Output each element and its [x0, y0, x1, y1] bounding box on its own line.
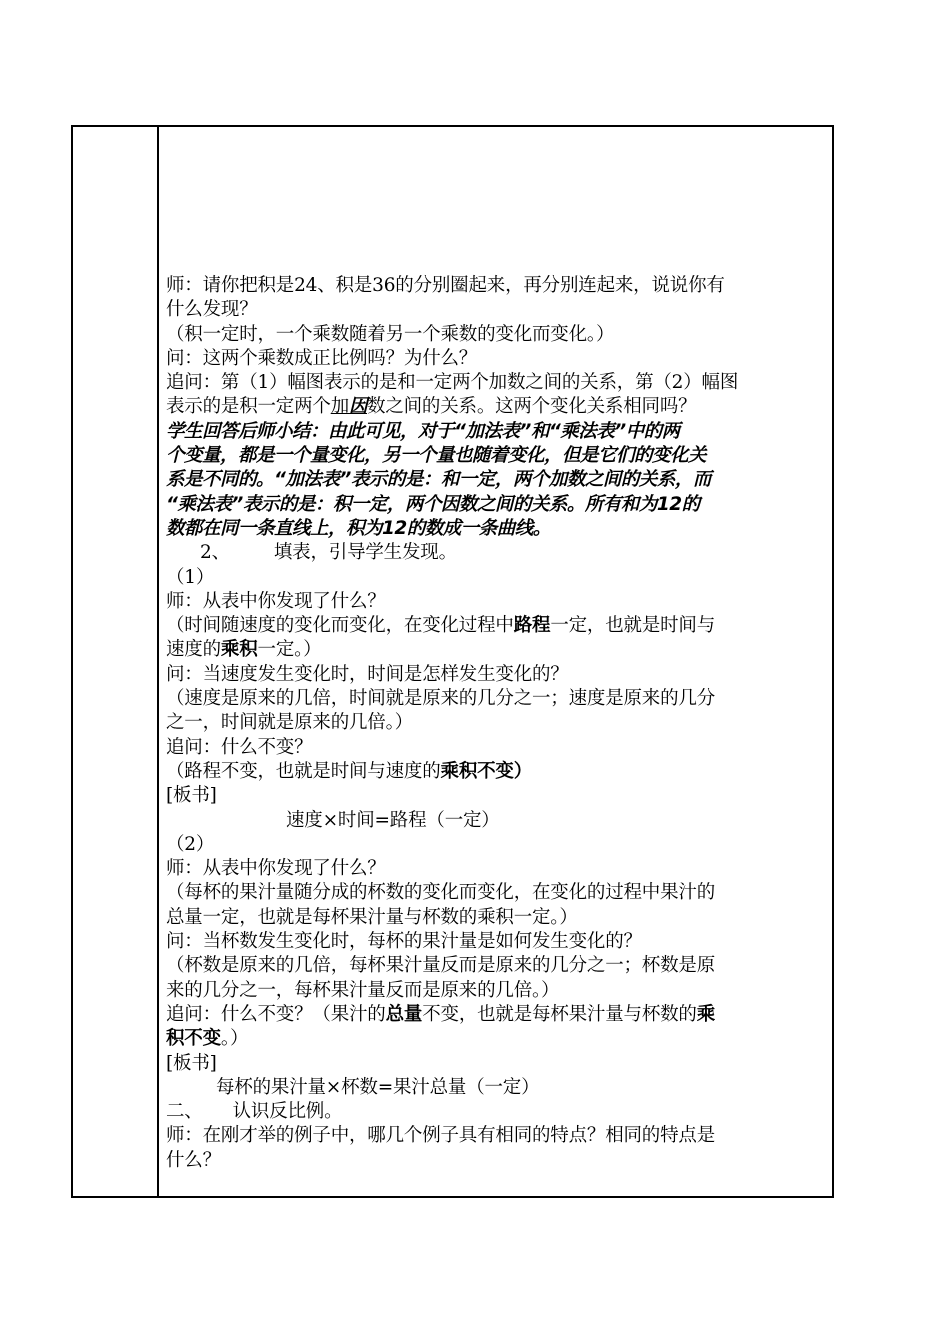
text-line: （2）	[166, 833, 215, 855]
text-line: （每杯的果汁量随分成的杯数的变化而变化，在变化的过程中果汁的	[166, 882, 716, 904]
text-line: 问：当速度发生变化时，时间是怎样发生变化的？	[166, 663, 569, 685]
text-line: 表示的是积一定两个加因数之间的关系。这两个变化关系相同吗？	[166, 396, 697, 418]
text-line: 师：从表中你发现了什么？	[166, 590, 386, 612]
text-line: 什么？	[166, 1149, 221, 1171]
text-line: （路程不变，也就是时间与速度的乘积不变）	[166, 760, 533, 782]
section-heading: 二、 认识反比例。	[166, 1101, 343, 1123]
text-line: 追问：什么不变？	[166, 736, 313, 758]
text-line: 师：在刚才举的例子中，哪几个例子具有相同的特点？相同的特点是	[166, 1125, 716, 1147]
text-line: 什么发现？	[166, 299, 258, 321]
text-line: （1）	[166, 566, 215, 588]
board-label: [板书]	[166, 785, 217, 807]
board-label: [板书]	[166, 1052, 217, 1074]
text-line: （积一定时，一个乘数随着另一个乘数的变化而变化。）	[166, 323, 615, 345]
left-column-cell	[72, 126, 158, 1197]
text-line: 速度的乘积一定。）	[166, 639, 322, 661]
summary-line: 数都在同一条直线上，积为12的数成一条曲线。	[166, 517, 551, 539]
text-line: 追问：什么不变？（果汁的总量不变，也就是每杯果汁量与杯数的乘	[166, 1003, 716, 1025]
text-line: 师：请你把积是24、积是36的分别圈起来，再分别连起来，说说你有	[166, 275, 725, 296]
text-line: （速度是原来的几倍，时间就是原来的几分之一；速度是原来的几分	[166, 688, 716, 710]
text-line: （杯数是原来的几倍，每杯果汁量反而是原来的几分之一；杯数是原	[166, 955, 716, 977]
text-line: 积不变。）	[166, 1028, 249, 1050]
summary-line: 学生回答后师小结：由此可见，对于“加法表”和“乘法表”中的两	[166, 420, 680, 442]
text-line: 问：这两个乘数成正比例吗？为什么？	[166, 347, 478, 369]
step-heading: 2、 填表，引导学生发现。	[200, 542, 457, 564]
lesson-content	[166, 274, 830, 1173]
text-line: 问：当杯数发生变化时，每杯的果汁量是如何发生变化的？	[166, 931, 642, 953]
formula: 每杯的果汁量×杯数=果汁总量（一定）	[216, 1076, 540, 1098]
text-line: 总量一定，也就是每杯果汁量与杯数的乘积一定。）	[166, 906, 578, 928]
formula: 速度×时间=路程（一定）	[286, 809, 500, 831]
text-line: （时间随速度的变化而变化，在变化过程中路程一定，也就是时间与	[166, 615, 716, 637]
text-line: 追问：第（1）幅图表示的是和一定两个加数之间的关系，第（2）幅图	[166, 372, 739, 394]
text-line: 师：从表中你发现了什么？	[166, 858, 386, 880]
summary-line: 系是不同的。“加法表”表示的是：和一定，两个加数之间的关系，而	[166, 469, 711, 491]
text-line: 之一，时间就是原来的几倍。）	[166, 712, 413, 734]
text-line: 来的几分之一，每杯果汁量反而是原来的几倍。）	[166, 979, 560, 1001]
summary-line: “乘法表”表示的是：积一定，两个因数之间的关系。所有和为12的	[166, 493, 700, 515]
summary-line: 个变量，都是一个量变化，另一个量也随着变化，但是它们的变化关	[166, 445, 707, 467]
